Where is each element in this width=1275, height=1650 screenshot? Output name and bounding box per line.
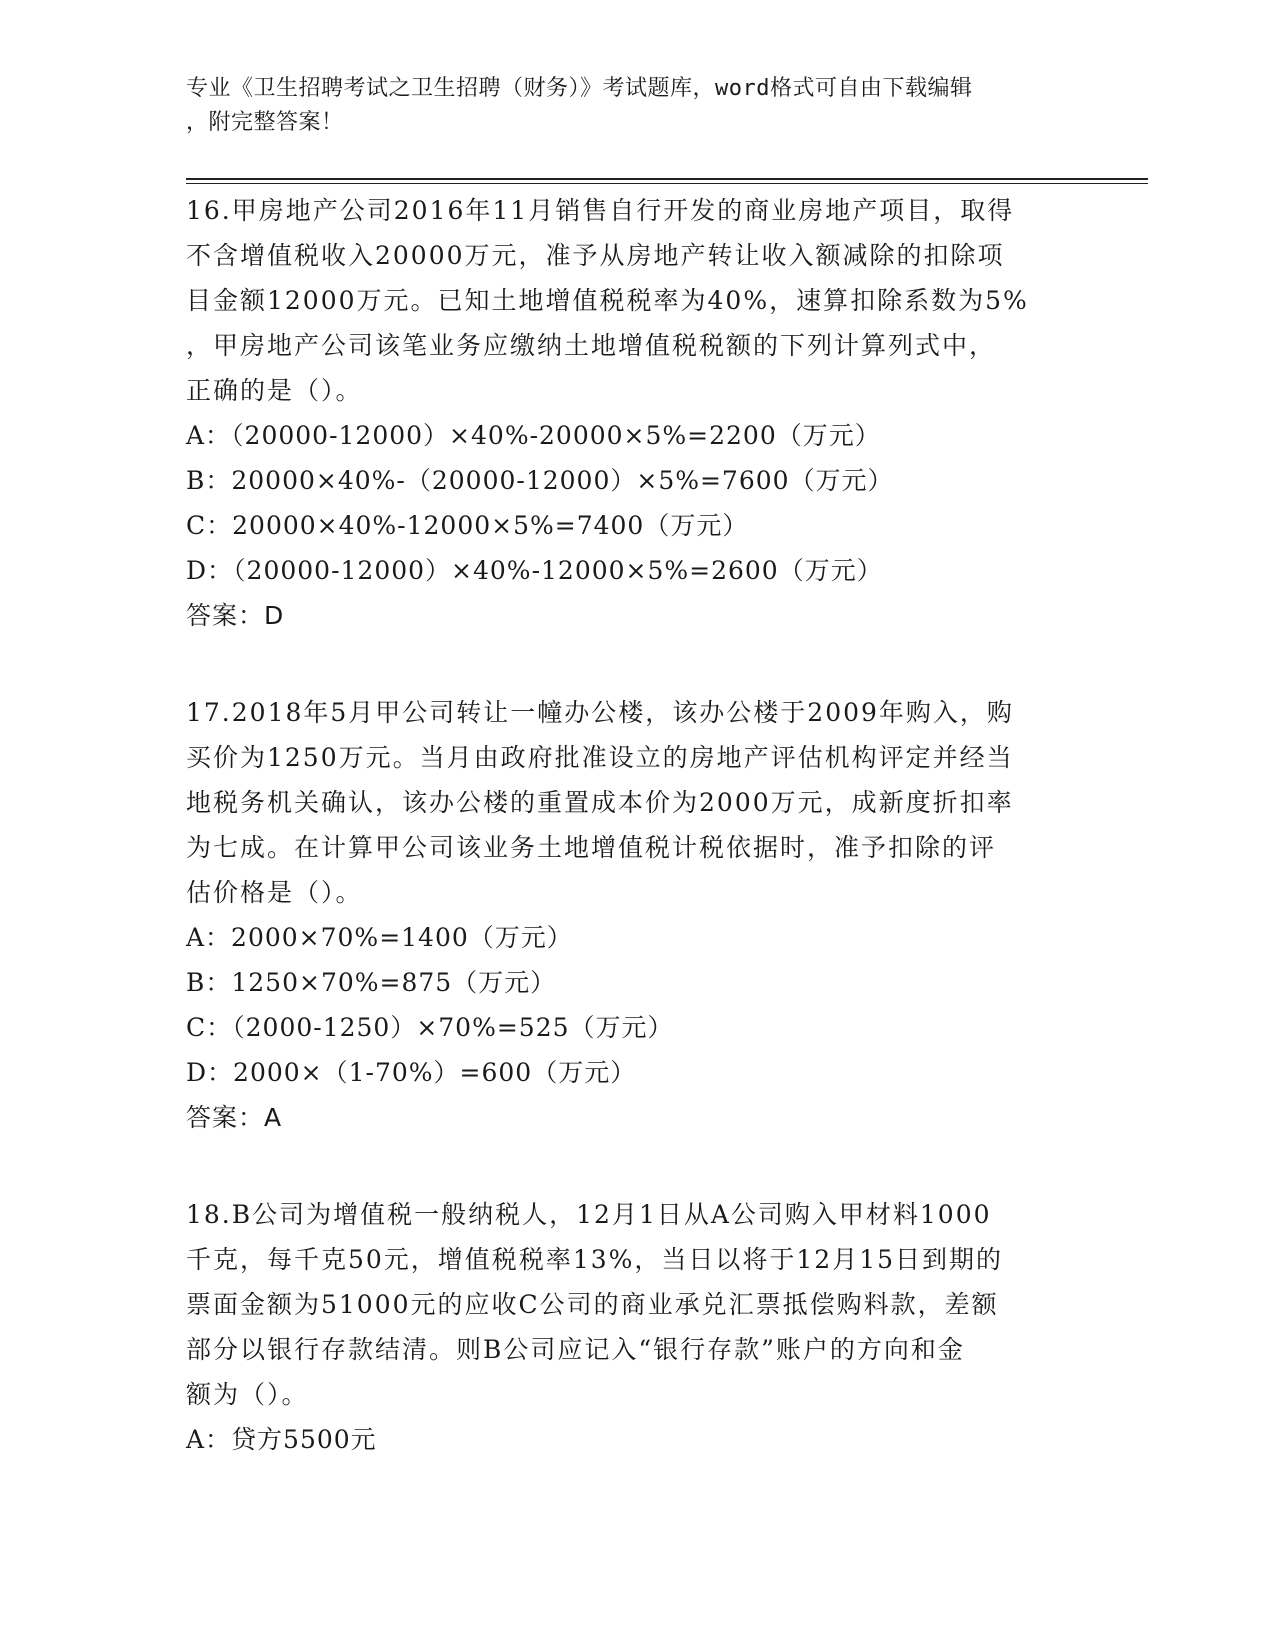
stem-line: ，甲房地产公司该笔业务应缴纳土地增值税税额的下列计算列式中， [186, 331, 997, 360]
option-a: A：2000×70%=1400（万元） [186, 923, 573, 952]
stem-line: 目金额12000万元。已知土地增值税税率为40%，速算扣除系数为5% [186, 286, 1029, 315]
stem-line: 正确的是（）。 [186, 376, 363, 405]
answer: 答案：A [186, 1103, 283, 1132]
stem-line: 为七成。在计算甲公司该业务土地增值税计税依据时，准予扣除的评 [186, 833, 997, 862]
stem-line: 估价格是（）。 [186, 878, 363, 907]
question-stem [186, 1192, 1066, 1417]
option-a: A：贷方5500元 [186, 1425, 377, 1454]
question-stem [186, 690, 1066, 915]
option-b: B：20000×40%-（20000-12000）×5%=7600（万元） [186, 466, 894, 495]
stem-line: 部分以银行存款结清。则B公司应记入“银行存款”账户的方向和金 [186, 1335, 965, 1364]
question-16 [186, 188, 1066, 639]
header-title-line-1: 专业《卫生招聘考试之卫生招聘（财务）》考试题库，word格式可自由下载编辑 [186, 76, 973, 101]
stem-line: 票面金额为51000元的应收C公司的商业承兑汇票抵偿购料款，差额 [186, 1290, 999, 1319]
stem-line: 额为（）。 [186, 1380, 309, 1409]
stem-line: 不含增值税收入20000万元，准予从房地产转让收入额减除的扣除项 [186, 241, 1005, 270]
stem-line: 千克，每千克50元，增值税税率13%，当日以将于12月15日到期的 [186, 1245, 1004, 1274]
option-c: C：（2000-1250）×70%=525（万元） [186, 1013, 674, 1042]
option-a: A：（20000-12000）×40%-20000×5%=2200（万元） [186, 421, 881, 450]
stem-line: 18.B公司为增值税一般纳税人，12月1日从A公司购入甲材料1000 [186, 1200, 992, 1229]
stem-line: 16.甲房地产公司2016年11月销售自行开发的商业房地产项目，取得 [186, 196, 1015, 225]
option-d: D：（20000-12000）×40%-12000×5%=2600（万元） [186, 556, 883, 585]
option-c: C：20000×40%-12000×5%=7400（万元） [186, 511, 749, 540]
answer: 答案：D [186, 601, 285, 630]
stem-line: 17.2018年5月甲公司转让一幢办公楼，该办公楼于2009年购入，购 [186, 698, 1014, 727]
header-divider-thin [186, 183, 1148, 184]
option-d: D：2000×（1-70%）=600（万元） [186, 1058, 637, 1087]
header-divider-thick [186, 178, 1148, 180]
page-header [186, 72, 1066, 140]
question-18 [186, 1192, 1066, 1462]
header-title-line-2: ，附完整答案！ [186, 110, 344, 135]
question-list [186, 188, 1066, 1462]
question-17 [186, 690, 1066, 1141]
question-stem [186, 188, 1066, 413]
stem-line: 地税务机关确认，该办公楼的重置成本价为2000万元，成新度折扣率 [186, 788, 1014, 817]
stem-line: 买价为1250万元。当月由政府批准设立的房地产评估机构评定并经当 [186, 743, 1014, 772]
option-b: B：1250×70%=875（万元） [186, 968, 557, 997]
